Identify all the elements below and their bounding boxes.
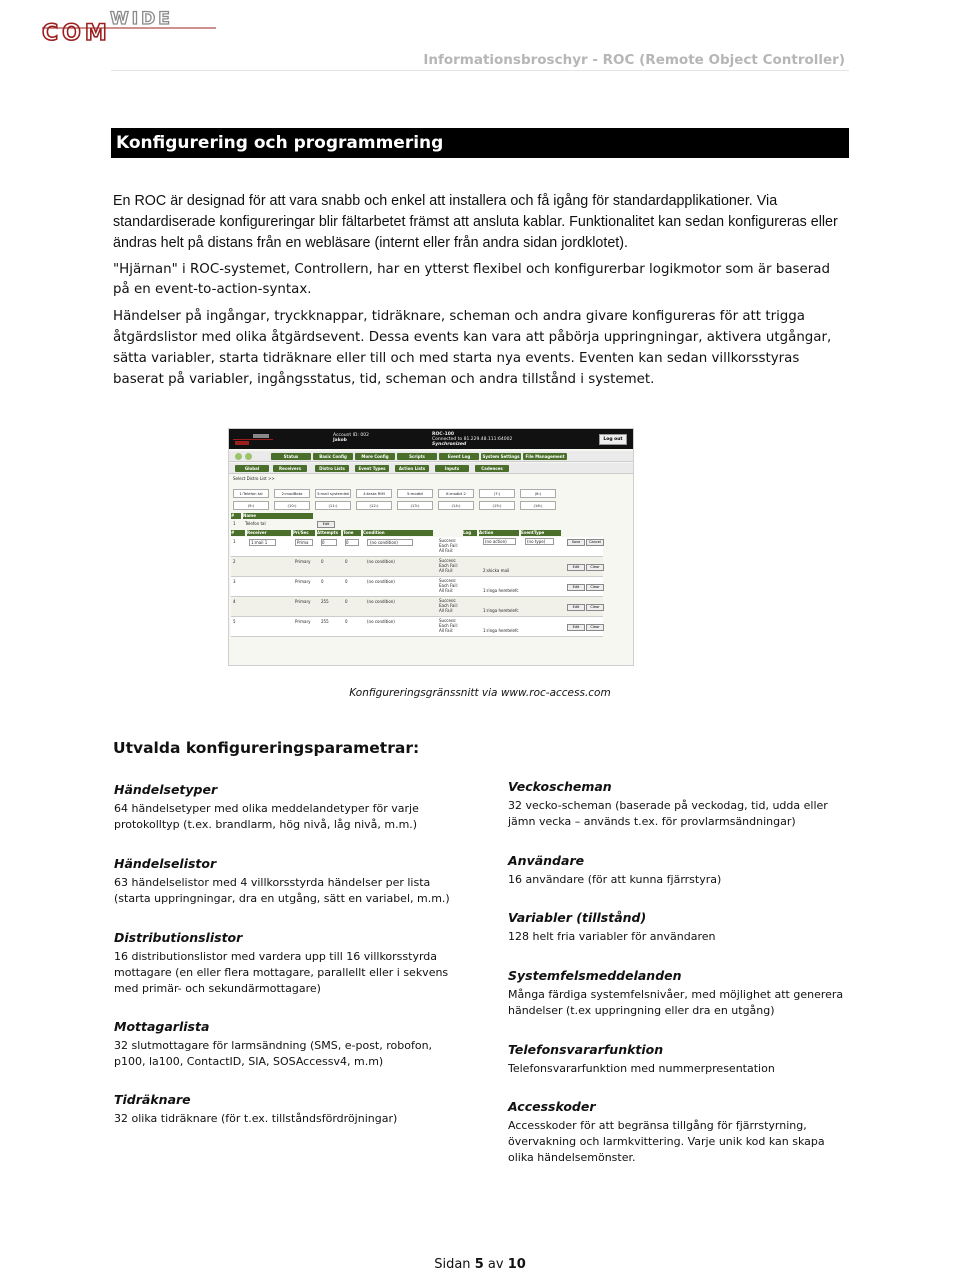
header-divider [111,70,849,71]
tab-receivers[interactable]: Receivers [273,465,307,472]
outcome-each-fail: Each Fail: [439,543,458,548]
row-number: 1 [233,539,236,544]
distro-list-item[interactable]: (11:) [315,501,351,510]
prisec-value: Primary [295,599,311,604]
back-arrow-icon[interactable] [235,453,242,460]
condition-select[interactable]: (no condition) [367,539,413,546]
clear-button[interactable]: Clear [586,564,604,571]
condition-value: (no condition) [367,619,395,624]
param-item [114,1092,454,1127]
row-number: 5 [233,619,236,624]
outcome-all-fail: All Fail: [439,608,454,613]
distro-list-item[interactable]: (7:) [479,489,515,498]
footer-middle: av [487,1257,504,1272]
tab-action-lists[interactable]: Action Lists [395,465,429,472]
footer-total: 10 [507,1257,526,1272]
tab-more-config[interactable]: More Config [355,453,395,460]
outcome-all-fail: All Fail: [439,568,454,573]
table-row [231,557,603,577]
tab-file-management[interactable]: File Management [523,453,567,460]
distro-list-item[interactable]: 1:Telefon tal [233,489,269,498]
screenshot-caption: Konfigureringsgränssnitt via www.roc-access.com [349,687,611,699]
tab-distro-lists[interactable]: Distro Lists [315,465,349,472]
section-title: Konfigurering och programmering [116,133,444,153]
outcome-labels [439,618,458,633]
receiver-select[interactable]: 1:mail 1 [249,539,276,546]
distro-list-item[interactable]: (15:) [479,501,515,510]
grid-col-eventtype: EventType [521,530,561,536]
document-header-title: Informationsbroschyr - ROC (Remote Object Controller) [423,52,845,68]
name-table-header: Name [243,513,313,519]
distro-list-item[interactable]: (16:) [520,501,556,510]
comwide-logo [40,6,220,42]
table-row [231,577,603,597]
distro-list-item[interactable]: 3:mail systemlek [316,491,350,496]
param-text: 16 användare (för att kunna fjärrstyra) [508,873,722,886]
select-distro-label: Select Distro List >> [233,476,275,481]
prisec-select[interactable]: Prima [295,539,313,546]
action-value: 1:ringa hemtelefc [483,588,519,593]
param-item [114,1019,454,1070]
footer-prefix: Sidan [434,1257,471,1272]
param-title: Telefonsvararfunktion [508,1042,664,1057]
attempts-field[interactable]: 0 [321,539,337,546]
ui-user: Jakob [333,438,347,443]
action-value: 2:skicka mail [483,568,510,573]
distro-list-item[interactable]: (14:) [438,501,474,510]
tab-status[interactable]: Status [271,453,311,460]
outcome-success: Success: [439,578,457,583]
distro-name-value: Telefon tal [245,521,266,526]
tab-scripts[interactable]: Scripts [397,453,437,460]
ui-logo-icon [233,432,273,446]
outcome-labels [439,558,458,573]
outcome-labels [439,598,458,613]
edit-name-button[interactable]: Edit [317,521,335,528]
tab-global[interactable]: Global [235,465,269,472]
distro-list-item[interactable]: (10:) [274,501,310,510]
controller-paragraph: "Hjärnan" i ROC-systemet, Controllern, har en ytterst flexibel och konfigurerbar logikmotor som är baserad på en event-to-action-syntax. [113,262,830,297]
tone-value: 0 [345,559,348,564]
params-heading: Utvalda konfigureringsparametrar: [113,739,420,757]
row-number: 3 [233,579,236,584]
param-item [114,782,454,833]
save-button[interactable]: Save [567,539,585,546]
eventtype-select[interactable]: (no type) [525,538,554,545]
table-row [231,617,603,637]
tone-field[interactable]: 0 [345,539,359,546]
outcome-all-fail: All Fail: [439,628,454,633]
param-text: 64 händelsetyper med olika meddelandetyper för varje protokolltyp (t.ex. brandlarm, hög nivå, låg nivå, m.m.) [114,802,419,831]
intro-paragraph: En ROC är designad för att vara snabb och enkel att installera och få igång för standardapplikationer. Via standardiserade konfigureringar blir fältarbetet främst att ansluta kablar. Funktionalitet kan sedan konfigureras eller ändras helt på distans från en webläsare (internt eller från andra sidan jordklotet). [113,193,838,251]
param-text: Många färdiga systemfelsnivåer, med möjlighet att generera händelser (t.ex uppringning eller dra en utgång) [508,988,844,1017]
param-title: Veckoscheman [508,779,612,794]
grid-col-number: # [231,530,245,536]
attempts-value: 0 [321,559,324,564]
condition-value: (no condition) [367,579,395,584]
param-item [508,968,848,1019]
attempts-value: 0 [321,579,324,584]
outcome-all-fail: All Fail: [439,548,454,553]
prisec-value: Primary [295,559,311,564]
param-text: 32 olika tidräknare (för t.ex. tillståndsfördröjningar) [114,1112,398,1125]
ui-roc-info [432,432,512,447]
attempts-value: 255 [321,599,329,604]
grid-col-tone: Tone [343,530,361,536]
param-title: Användare [508,853,585,868]
outcome-each-fail: Each Fail: [439,603,458,608]
edit-button[interactable]: Edit [567,624,585,631]
outcome-success: Success: [439,598,457,603]
param-title: Mottagarlista [114,1019,210,1034]
grid-col-receiver: Receiver [247,530,291,536]
distro-list-item[interactable]: (8:) [520,489,556,498]
tone-value: 0 [345,619,348,624]
param-title: Händelsetyper [114,782,218,797]
param-item [114,930,454,997]
outcome-success: Success: [439,618,457,623]
clear-button[interactable]: Clear [586,624,604,631]
outcome-success: Success: [439,558,457,563]
prisec-value: Primary [295,579,311,584]
param-text: Telefonsvararfunktion med nummerpresentation [508,1062,775,1075]
param-title: Distributionslistor [114,930,243,945]
param-item [508,1042,848,1077]
section-bar [111,128,849,158]
outcome-all-fail: All Fail: [439,588,454,593]
param-item [508,853,848,888]
outcome-each-fail: Each Fail: [439,623,458,628]
grid-col-attempts: Attempts [317,530,341,536]
param-text: 32 slutmottagare för larmsändning (SMS, e-post, robofon, p100, la100, ContactID, SIA, SOSAccessv4, m.m) [114,1039,433,1068]
outcome-each-fail: Each Fail: [439,563,458,568]
distro-list-item[interactable]: 6:modbt 2 [438,489,474,498]
outcome-each-fail: Each Fail: [439,583,458,588]
param-title: Systemfelsmeddelanden [508,968,682,983]
config-ui-screenshot [228,428,634,666]
ui-topbar [229,429,633,449]
tone-value: 0 [345,599,348,604]
cancel-button[interactable]: Cancel [586,539,604,546]
table-row [231,597,603,617]
page-footer [0,1257,960,1272]
row-number: 2 [233,559,236,564]
param-title: Tidräknare [114,1092,191,1107]
action-select[interactable]: (no action) [483,538,516,545]
tab-basic-config[interactable]: Basic Config [313,453,353,460]
footer-page: 5 [474,1257,484,1272]
edit-button[interactable]: Edit [567,564,585,571]
ui-sync-status: Synchronized [432,442,467,447]
param-text: 128 helt fria variabler för användaren [508,930,716,943]
distro-list-item[interactable]: 5:modbt [397,489,433,498]
attempts-value: 255 [321,619,329,624]
clear-button[interactable]: Clear [586,584,604,591]
clear-button[interactable]: Clear [586,604,604,611]
logout-button[interactable]: Log out [599,434,627,445]
logo-text-top: WIDE [110,9,173,29]
grid-col-action: Action [479,530,519,536]
ui-sub-tabs [229,463,633,474]
tab-cadences[interactable]: Cadences [475,465,509,472]
distro-list-item[interactable]: (9:) [233,501,269,510]
param-title: Accesskoder [508,1099,596,1114]
name-row-number: 1 [233,521,236,526]
logo-text-bottom: COM [42,21,111,42]
outcome-labels [439,578,458,593]
grid-col-condition: Condition [363,530,433,536]
param-text: 63 händelselistor med 4 villkorsstyrda händelser per lista (starta uppringningar, dra en utgång, sätt en variabel, m.m.) [114,876,450,905]
ui-account-block [333,433,369,443]
outcome-labels [439,538,458,553]
row-number: 4 [233,599,236,604]
table-row [231,537,603,557]
tab-inputs[interactable]: Inputs [435,465,469,472]
edit-button[interactable]: Edit [567,604,585,611]
grid-col-prisec: Pri/Sec [293,530,315,536]
ui-connection: Connected to 81.229.48.111:64002 [432,437,513,442]
distro-list-item[interactable]: (13:) [397,501,433,510]
prisec-value: Primary [295,619,311,624]
param-item [508,779,848,830]
tone-value: 0 [345,579,348,584]
name-table-hash: # [231,513,241,519]
distro-list-item[interactable]: (12:) [356,501,392,510]
events-paragraph: Händelser på ingångar, tryckknappar, tidräknare, scheman och andra givare konfigureras för att trigga åtgärdslistor med olika åtgärdsevent. Dessa events kan vara att påbörja uppringningar, aktivera utgångar, sätta variabler, starta tidräknare eller till och med starta nya events. Eventen kan sedan villkorsstyras baserat på variabler, ingångsstatus, tid, scheman och andra tillstånd i systemet. [113,309,832,387]
param-title: Händelselistor [114,856,217,871]
forward-arrow-icon[interactable] [245,453,252,460]
action-value: 1:ringa hemtelefc [483,628,519,633]
tab-event-types[interactable]: Event Types [355,465,389,472]
ui-account-id: Account ID: 002 [333,433,369,438]
param-item [114,856,454,907]
param-text: 32 vecko-scheman (baserade på veckodag, tid, udda eller jämn vecka – används t.ex. för provlarmsändningar) [508,799,828,828]
param-item [508,910,848,945]
tab-event-log[interactable]: Event Log [439,453,479,460]
param-item [508,1099,848,1166]
action-value: 1:ringa hemtelefc [483,608,519,613]
distro-list-item[interactable]: 4:testa RIM [356,489,392,498]
edit-button[interactable]: Edit [567,584,585,591]
grid-col-log: Log [463,530,477,536]
condition-value: (no condition) [367,559,395,564]
param-text: 16 distributionslistor med vardera upp till 16 villkorsstyrda mottagare (en eller flera mottagare, parallellt eller i sekvens med primär- och sekundärmottagare) [114,950,449,995]
param-text: Accesskoder för att begränsa tillgång för fjärrstyrning, övervakning och larmkvittering. Varje unik kod kan skapa olika händelsemönster. [508,1119,825,1164]
condition-value: (no condition) [367,599,395,604]
distro-list-item[interactable]: 2:modBota [274,489,310,498]
tab-system-settings[interactable]: System Settings [482,454,520,459]
outcome-success: Success: [439,538,457,543]
param-title: Variabler (tillstånd) [508,910,647,925]
ui-roc-name: ROC-100 [432,432,454,437]
ui-main-tabs [229,451,633,462]
